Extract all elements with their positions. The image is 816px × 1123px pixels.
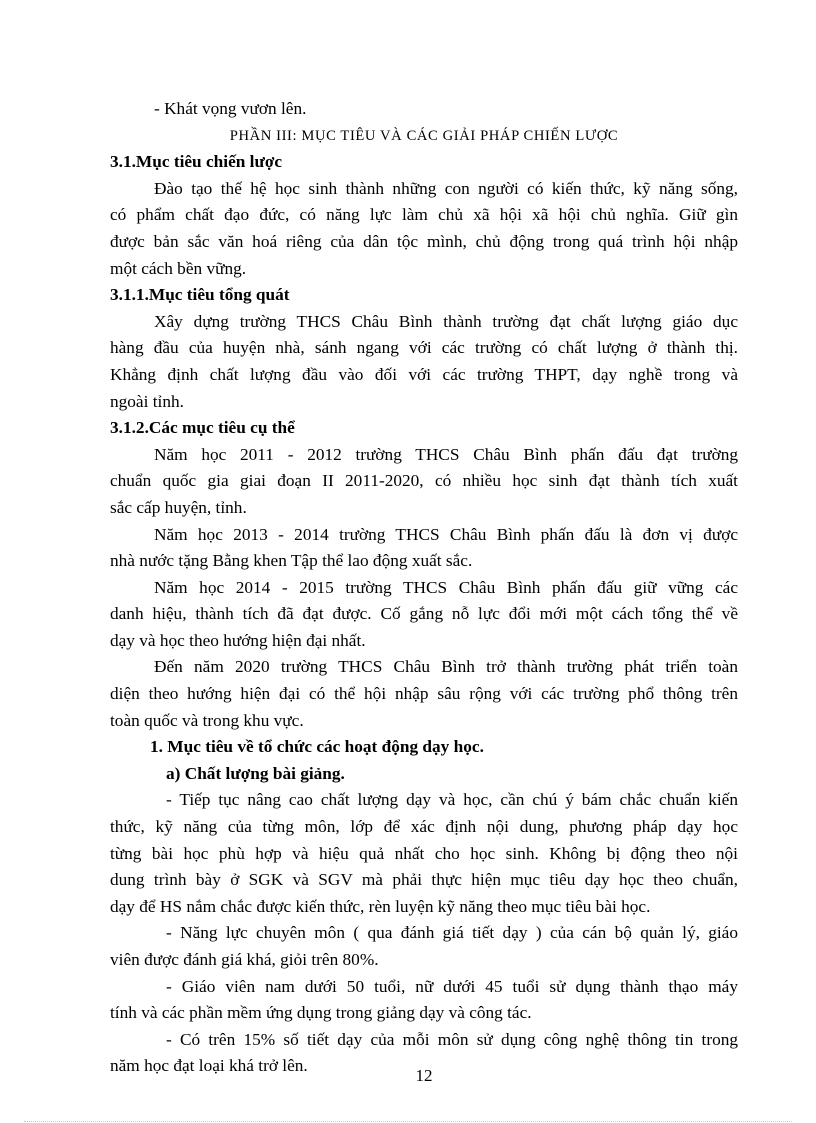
page-bottom-divider bbox=[24, 1121, 792, 1122]
text-line: nhà nước tặng Bằng khen Tập thể lao động xuất sắc. bbox=[110, 551, 473, 571]
text-line: dung trình bày ở SGK và SGV mà phải thực hiện mục tiêu dạy học theo chuẩn, bbox=[110, 870, 738, 890]
text-line: từng bài học phù hợp và hiệu quả nhất cho học sinh. Không bị động theo nội bbox=[110, 843, 738, 863]
page-body bbox=[110, 96, 738, 1080]
text-line: hàng đầu của huyện nhà, sánh ngang với các trường có chất lượng ở thành thị. bbox=[110, 338, 738, 358]
text-line: - Tiếp tục nâng cao chất lượng dạy và học, cần chú ý bám chắc chuẩn kiến bbox=[166, 790, 738, 810]
subsection-heading: a) Chất lượng bài giảng. bbox=[166, 763, 345, 783]
text-line: dạy để HS nắm chắc được kiến thức, rèn luyện kỹ năng theo mục tiêu bài học. bbox=[110, 896, 651, 916]
paragraph bbox=[110, 176, 738, 282]
text-line: thức, kỹ năng của từng môn, lớp để xác định nội dung, phương pháp dạy học bbox=[110, 817, 738, 837]
text-line: viên được đánh giá khá, giỏi trên 80%. bbox=[110, 950, 379, 969]
paragraph bbox=[110, 920, 738, 973]
text-line: - Có trên 15% số tiết dạy của mỗi môn sử dụng công nghệ thông tin trong bbox=[166, 1029, 738, 1049]
text-line: danh hiệu, thành tích đã đạt được. Cố gắng nỗ lực đổi mới một cách tổng thể về bbox=[110, 604, 738, 624]
text-line: một cách bền vững. bbox=[110, 258, 247, 278]
page-number: 12 bbox=[415, 1066, 433, 1085]
paragraph bbox=[110, 442, 738, 522]
text-line: sắc cấp huyện, tỉnh. bbox=[110, 497, 247, 517]
text-line: chuẩn quốc gia giai đoạn II 2011-2020, có nhiều học sinh đạt thành tích xuất bbox=[110, 471, 738, 491]
paragraph bbox=[110, 309, 738, 415]
paragraph bbox=[110, 575, 738, 655]
text-line: Năm học 2011 - 2012 trường THCS Châu Bình phấn đấu đạt trường bbox=[154, 444, 738, 464]
text-line: diện theo hướng hiện đại có thể hội nhập sâu rộng với các trường phổ thông trên bbox=[110, 684, 738, 704]
text-line: Đào tạo thế hệ học sinh thành những con người có kiến thức, kỹ năng sống, bbox=[154, 178, 738, 198]
part-title: PHẦN III: MỤC TIÊU VÀ CÁC GIẢI PHÁP CHIẾN LƯỢC bbox=[229, 127, 619, 144]
section-heading: 3.1.2.Các mục tiêu cụ thể bbox=[110, 418, 295, 438]
paragraph bbox=[110, 654, 738, 734]
paragraph bbox=[110, 787, 738, 920]
text-line: Khẳng định chất lượng đầu vào đối với các trường THPT, dạy nghề trong và bbox=[110, 364, 738, 384]
text-line: toàn quốc và trong khu vực. bbox=[110, 710, 304, 730]
text-line: Đến năm 2020 trường THCS Châu Bình trở thành trường phát triển toàn bbox=[154, 657, 738, 677]
text-line: năm học đạt loại khá trở lên. bbox=[110, 1056, 308, 1076]
text-line: ngoài tỉnh. bbox=[110, 391, 184, 411]
section-heading: 3.1.1.Mục tiêu tổng quát bbox=[110, 285, 290, 305]
text-line: tính và các phần mềm ứng dụng trong giảng dạy và công tác. bbox=[110, 1003, 532, 1023]
paragraph bbox=[110, 522, 738, 575]
text-line: Xây dựng trường THCS Châu Bình thành trường đạt chất lượng giáo dục bbox=[154, 311, 738, 331]
paragraph bbox=[110, 974, 738, 1027]
text-line: - Khát vọng vươn lên. bbox=[154, 99, 307, 118]
text-line: - Giáo viên nam dưới 50 tuổi, nữ dưới 45 tuổi sử dụng thành thạo máy bbox=[166, 976, 738, 996]
subsection-heading: 1. Mục tiêu về tổ chức các hoạt động dạy học. bbox=[150, 737, 484, 757]
text-line: Năm học 2013 - 2014 trường THCS Châu Bình phấn đấu là đơn vị được bbox=[154, 524, 738, 544]
text-line: có phẩm chất đạo đức, có năng lực làm chủ xã hội xã hội chủ nghĩa. Giữ gìn bbox=[110, 205, 738, 225]
section-heading: 3.1.Mục tiêu chiến lược bbox=[110, 152, 283, 172]
text-line: Năm học 2014 - 2015 trường THCS Châu Bình phấn đấu giữ vững các bbox=[154, 577, 738, 597]
text-line: dạy và học theo hướng hiện đại nhất. bbox=[110, 630, 366, 650]
text-line: được bản sắc văn hoá riêng của dân tộc mình, chủ động trong quá trình hội nhập bbox=[110, 231, 738, 251]
text-line: - Năng lực chuyên môn ( qua đánh giá tiết dạy ) của cán bộ quản lý, giáo bbox=[166, 923, 738, 943]
